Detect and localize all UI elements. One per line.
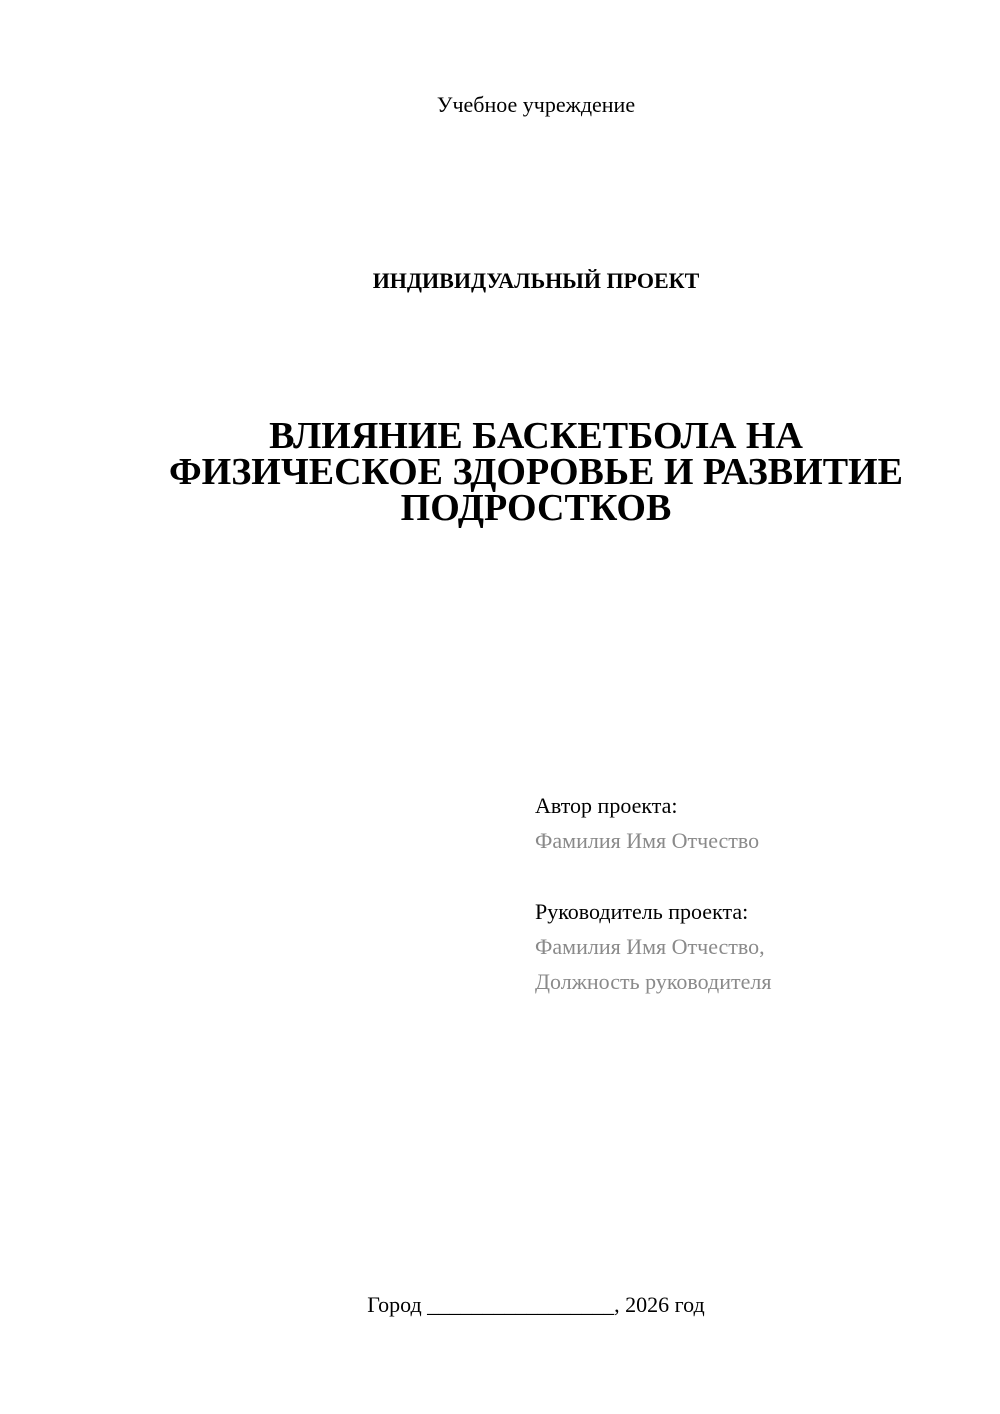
project-title-line: ВЛИЯНИЕ БАСКЕТБОЛА НА	[269, 415, 803, 457]
author-name: Фамилия Имя Отчество	[535, 828, 760, 853]
project-credits	[535, 788, 975, 999]
supervisor-name: Фамилия Имя Отчество,	[535, 934, 765, 959]
project-title-line: ФИЗИЧЕСКОЕ ЗДОРОВЬЕ И РАЗВИТИЕ	[169, 451, 903, 493]
project-type-heading: ИНДИВИДУАЛЬНЫЙ ПРОЕКТ	[372, 268, 700, 293]
city-year-line: Город _________________, 2026 год	[367, 1292, 705, 1317]
author-label: Автор проекта:	[535, 793, 678, 818]
supervisor-label: Руководитель проекта:	[535, 899, 749, 924]
institution-name: Учебное учреждение	[436, 92, 636, 117]
supervisor-position: Должность руководителя	[535, 969, 772, 994]
project-title-line: ПОДРОСТКОВ	[400, 487, 672, 529]
project-title	[100, 415, 972, 529]
